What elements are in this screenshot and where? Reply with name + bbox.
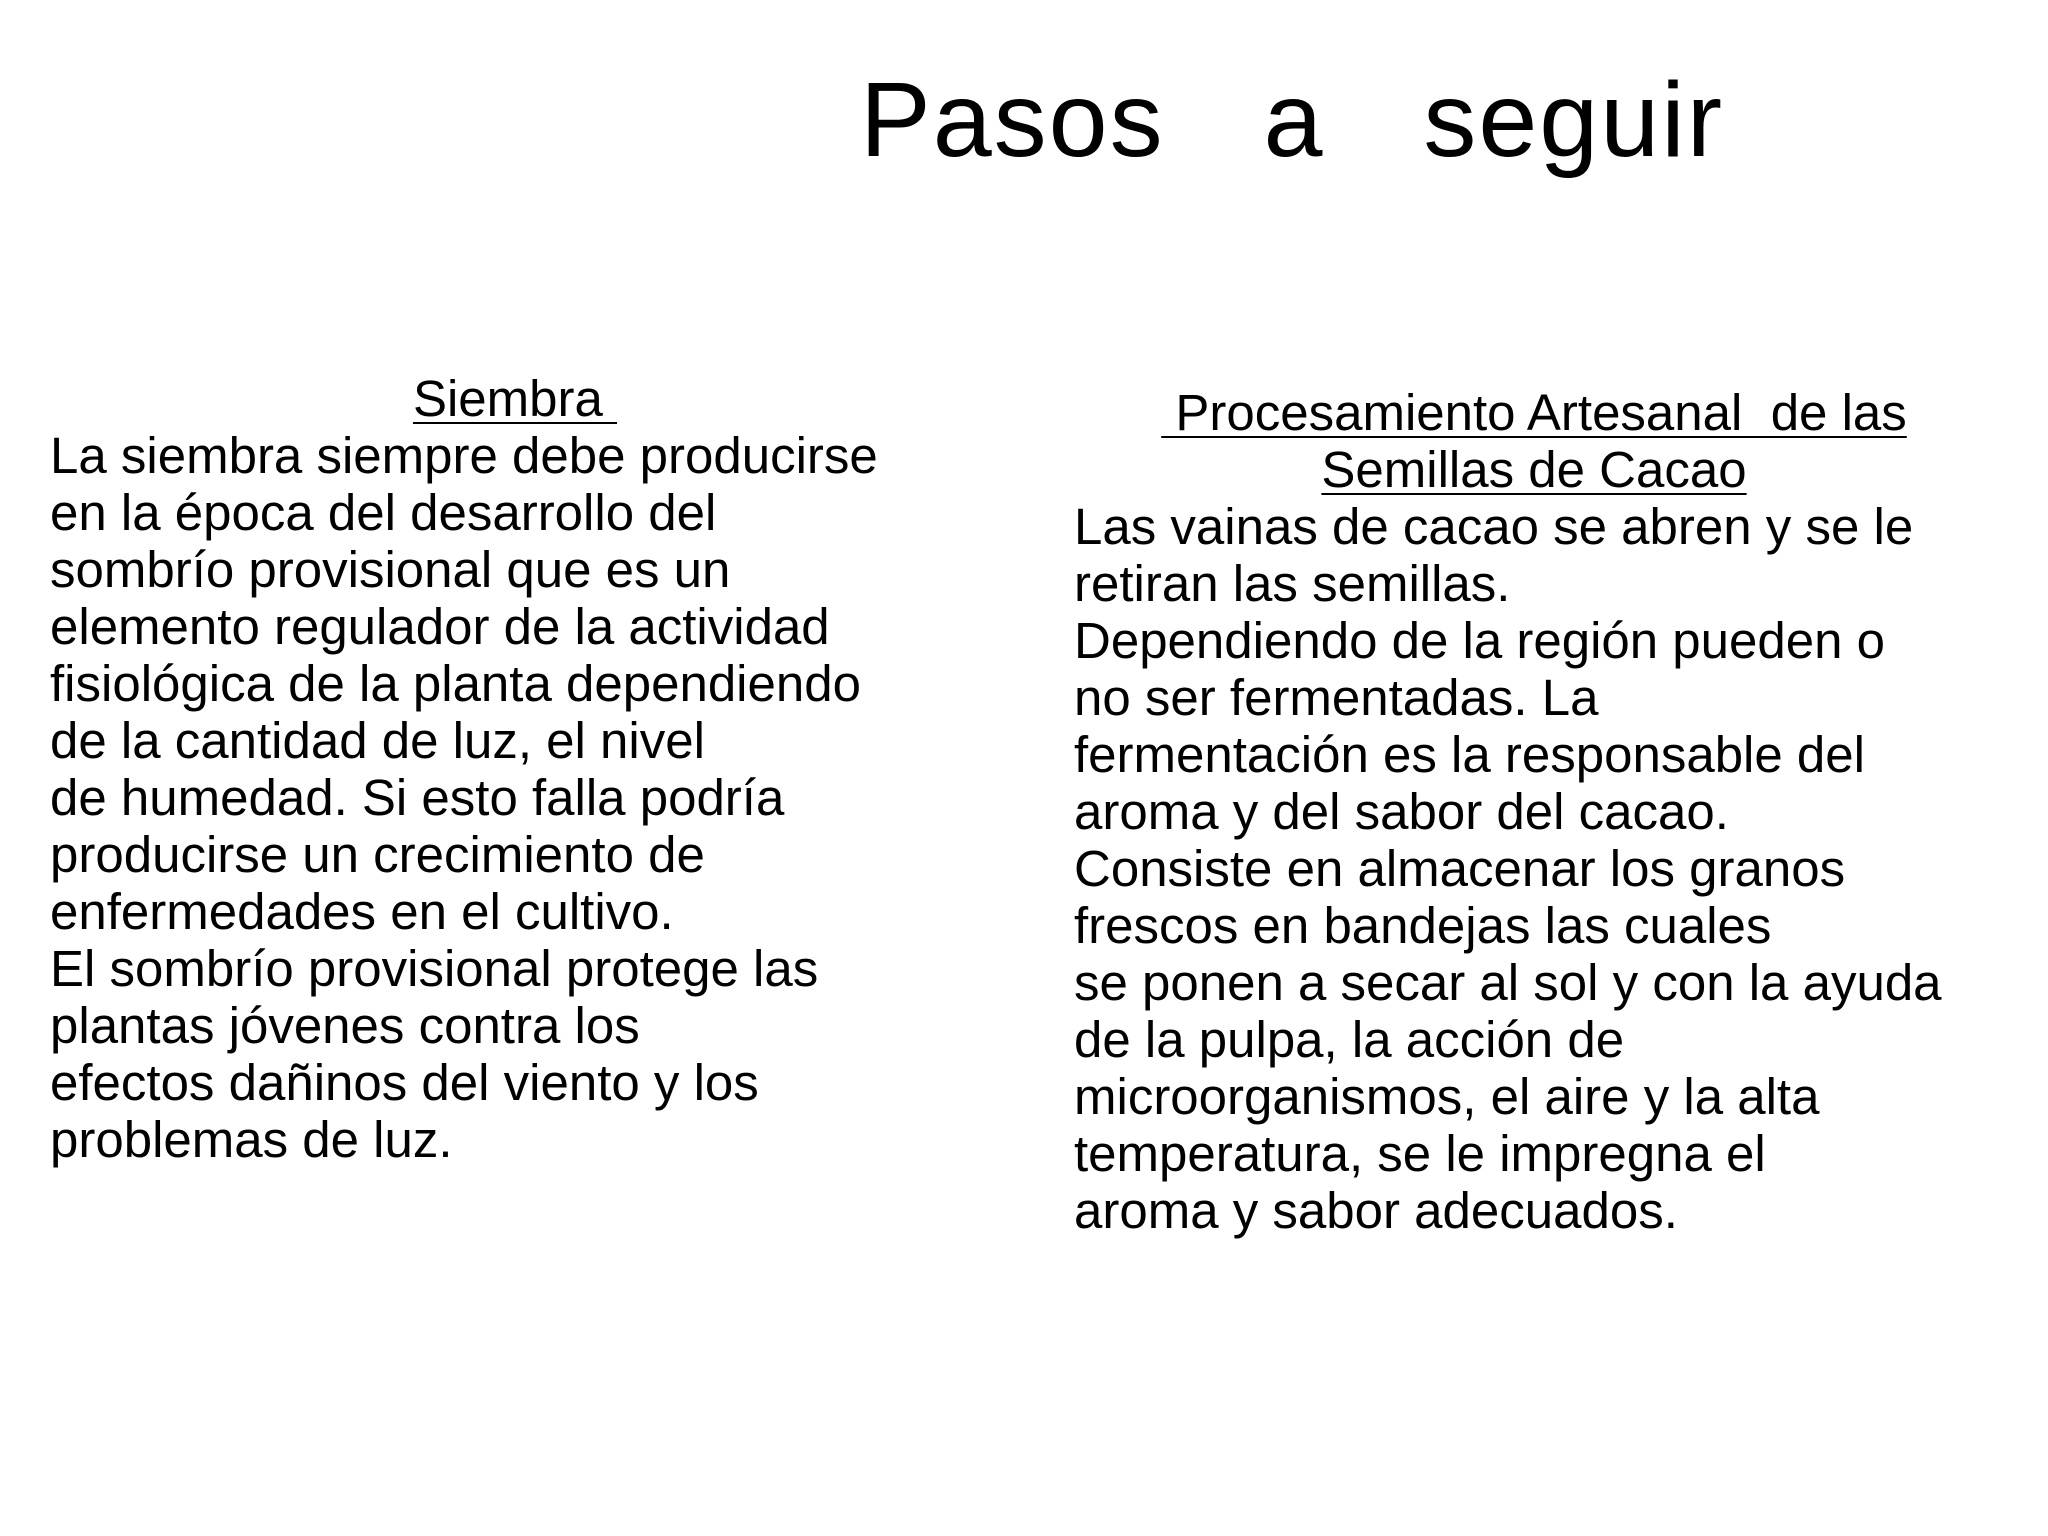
procesamiento-line: no ser fermentadas. La	[1074, 669, 1599, 726]
procesamiento-line: Dependiendo de la región pueden o	[1074, 612, 1886, 669]
siembra-body	[50, 427, 980, 1168]
siembra-line: problemas de luz.	[50, 1111, 453, 1168]
siembra-line: producirse un crecimiento de	[50, 826, 705, 883]
procesamiento-heading-line1: Procesamiento Artesanal de las	[1161, 384, 1907, 441]
siembra-line: de humedad. Si esto falla podría	[50, 769, 785, 826]
procesamiento-line: retiran las semillas.	[1074, 555, 1511, 612]
siembra-line: El sombrío provisional protege las	[50, 940, 819, 997]
procesamiento-line: de la pulpa, la acción de	[1074, 1011, 1625, 1068]
procesamiento-line: fermentación es la responsable del	[1074, 726, 1865, 783]
procesamiento-body	[1074, 498, 2034, 1239]
siembra-line: de la cantidad de luz, el nivel	[50, 712, 705, 769]
procesamiento-heading-line2: Semillas de Cacao	[1321, 441, 1747, 498]
siembra-line: La siembra siempre debe producirse	[50, 427, 878, 484]
siembra-line: efectos dañinos del viento y los	[50, 1054, 759, 1111]
siembra-line: enfermedades en el cultivo.	[50, 883, 674, 940]
siembra-line: plantas jóvenes contra los	[50, 997, 640, 1054]
siembra-heading: Siembra	[412, 370, 618, 427]
procesamiento-line: aroma y del sabor del cacao.	[1074, 783, 1729, 840]
siembra-section	[50, 370, 980, 1168]
siembra-line: elemento regulador de la actividad	[50, 598, 830, 655]
siembra-line: sombrío provisional que es un	[50, 541, 731, 598]
procesamiento-section	[1074, 384, 2034, 1239]
slide-title: Pasos a seguir	[860, 61, 1725, 179]
siembra-line: en la época del desarrollo del	[50, 484, 717, 541]
procesamiento-line: microorganismos, el aire y la alta	[1074, 1068, 1820, 1125]
procesamiento-line: aroma y sabor adecuados.	[1074, 1182, 1678, 1239]
procesamiento-line: Las vainas de cacao se abren y se le	[1074, 498, 1914, 555]
procesamiento-line: Consiste en almacenar los granos	[1074, 840, 1846, 897]
procesamiento-line: temperatura, se le impregna el	[1074, 1125, 1766, 1182]
procesamiento-line: frescos en bandejas las cuales	[1074, 897, 1772, 954]
siembra-line: fisiológica de la planta dependiendo	[50, 655, 861, 712]
procesamiento-line: se ponen a secar al sol y con la ayuda	[1074, 954, 1942, 1011]
